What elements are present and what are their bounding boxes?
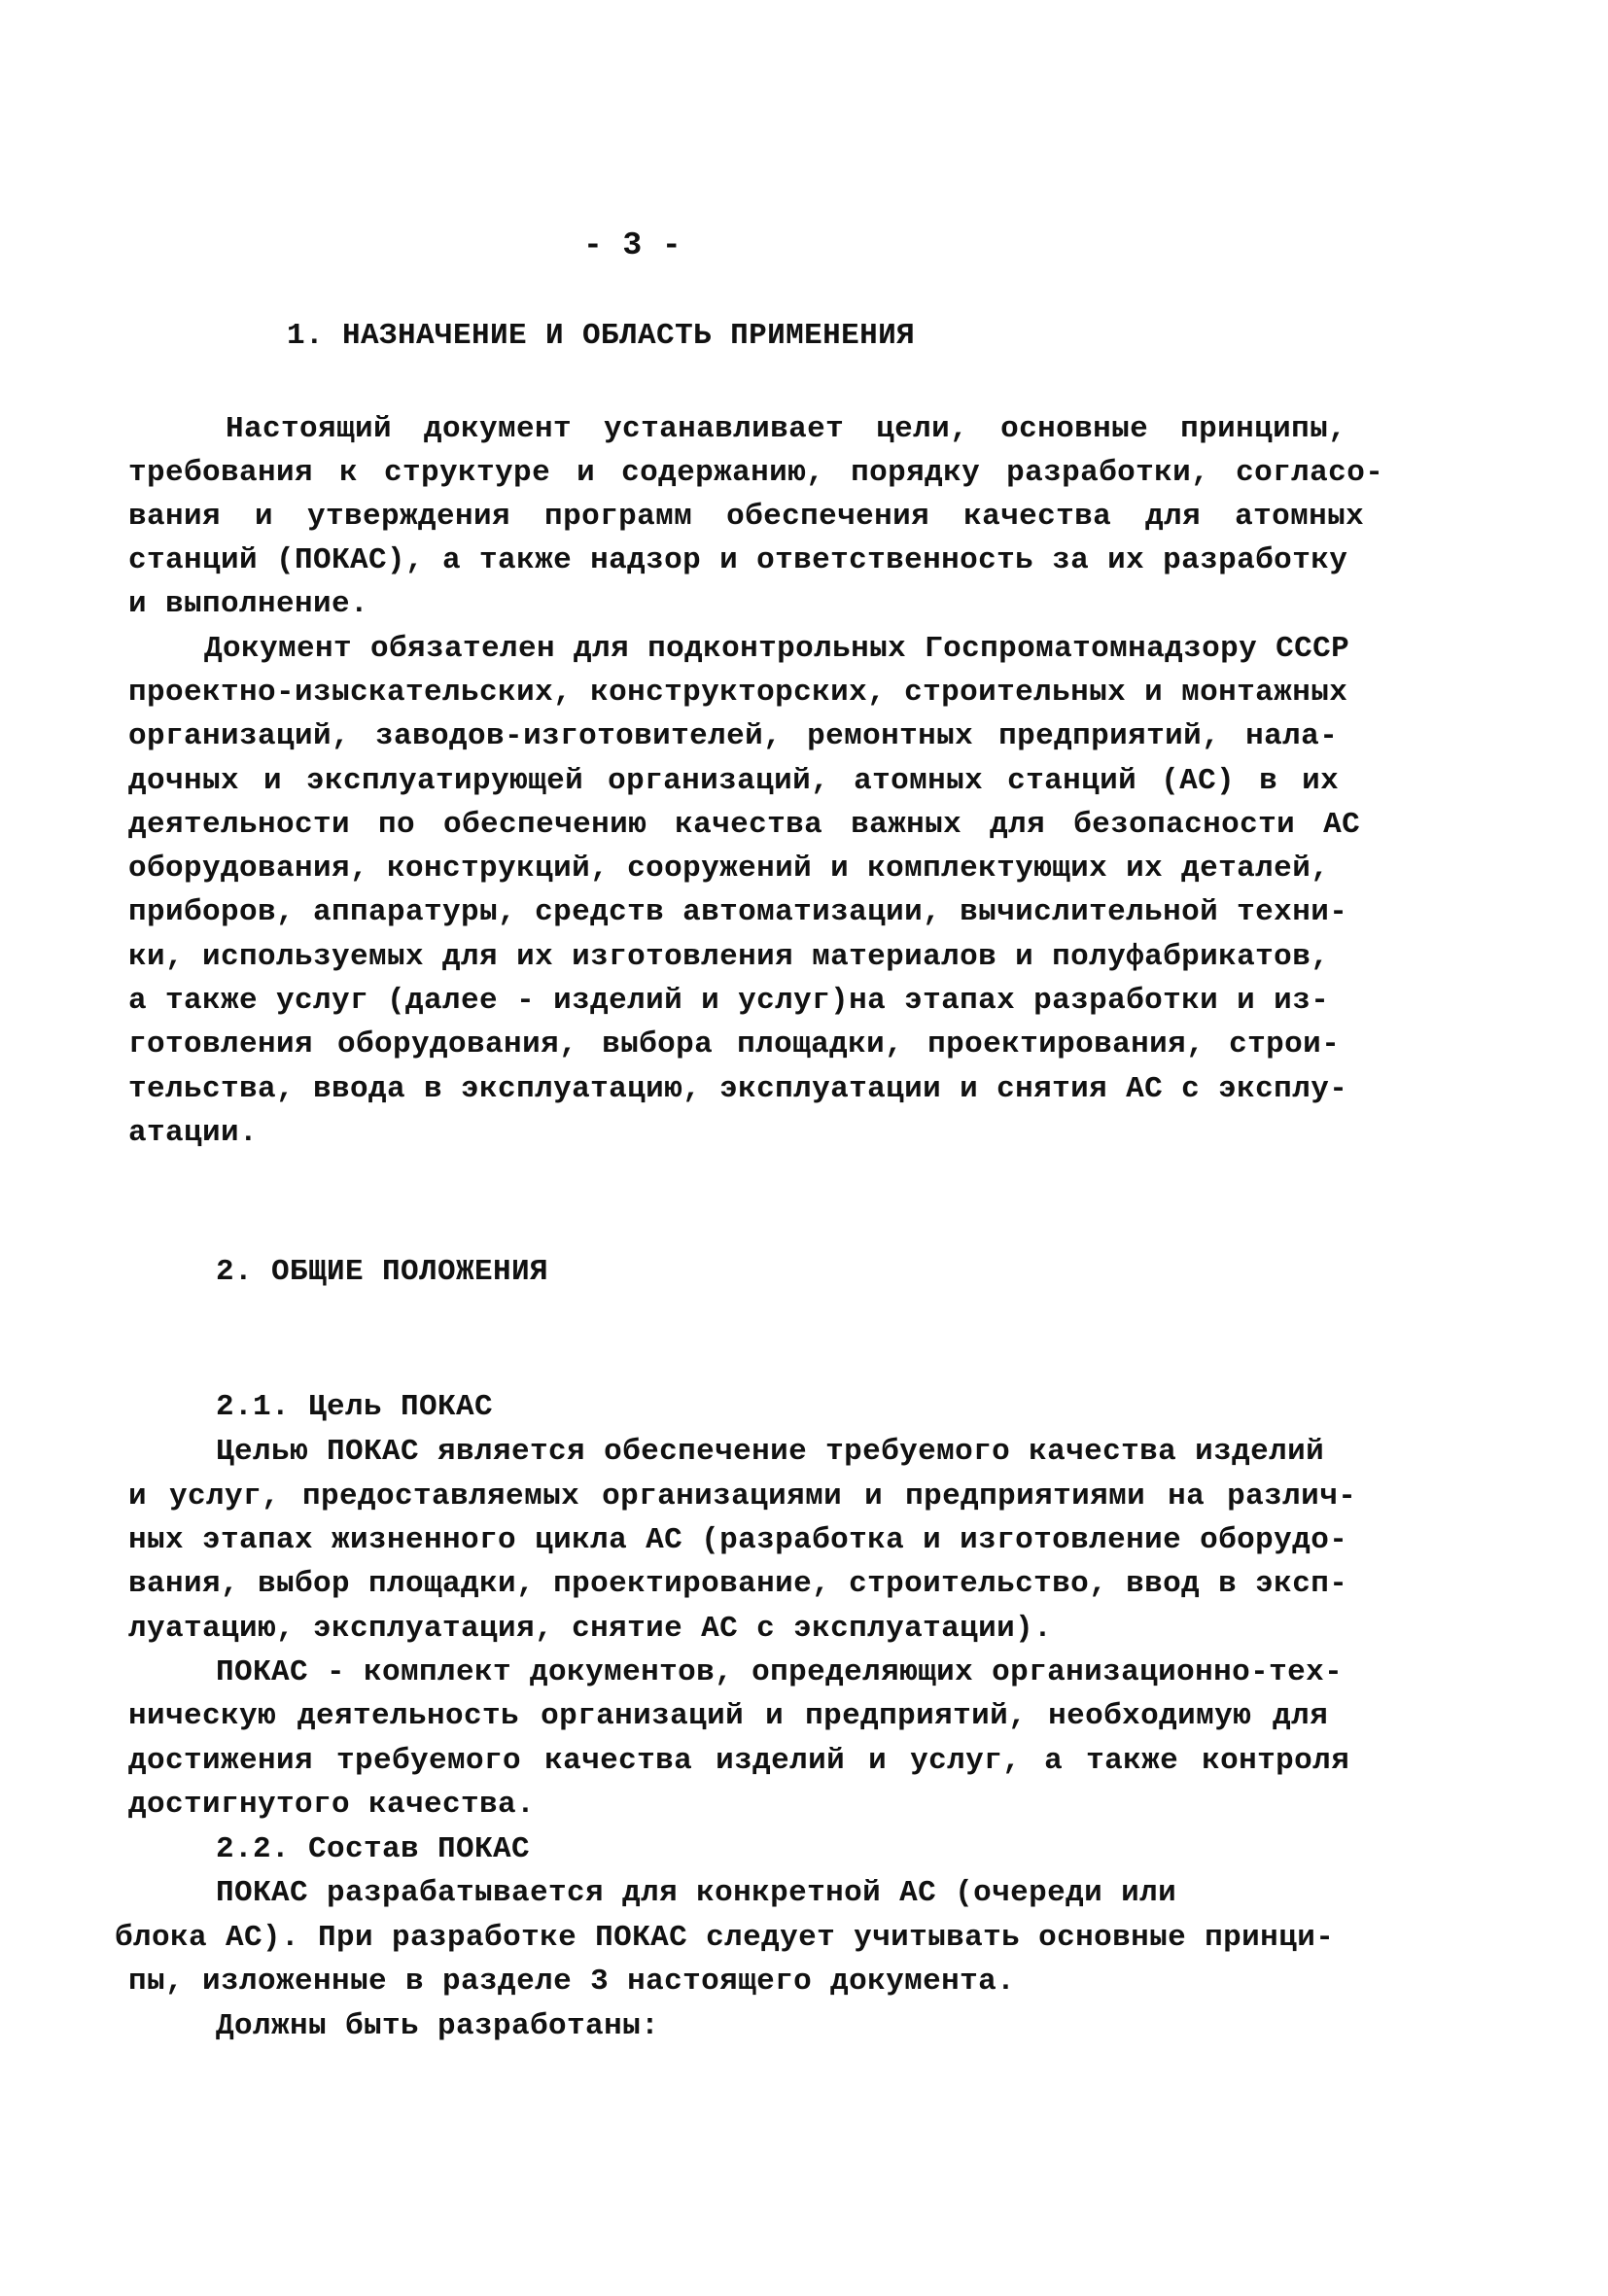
text-line: луатацию, эксплуатация, снятие АС с эксплуатации). — [128, 1612, 1053, 1646]
text-line: требования к структуре и содержанию, порядку разработки, согласо- — [128, 456, 1384, 490]
text-line: вания, выбор площадки, проектирование, строительство, ввод в эксп- — [128, 1567, 1348, 1601]
text-line: ных этапах жизненного цикла АС (разработка и изготовление оборудо- — [128, 1523, 1348, 1557]
text-line: организаций, заводов-изготовителей, ремонтных предприятий, нала- — [128, 719, 1339, 753]
text-line: и услуг, предоставляемых организациями и предприятиями на различ- — [128, 1479, 1357, 1513]
text-line: ническую деятельность организаций и предприятий, необходимую для — [128, 1699, 1329, 1733]
text-line: проектно-изыскательских, конструкторских, строительных и монтажных — [128, 676, 1348, 710]
text-line: Должны быть разработаны: — [216, 2009, 660, 2043]
text-line: приборов, аппаратуры, средств автоматизации, вычислительной техни- — [128, 895, 1348, 929]
section-2-heading: 2. ОБЩИЕ ПОЛОЖЕНИЯ — [216, 1255, 549, 1289]
text-line: ки, используемых для их изготовления материалов и полуфабрикатов, — [128, 940, 1330, 974]
text-line: тельства, ввода в эксплуатацию, эксплуатации и снятия АС с эксплу- — [128, 1072, 1348, 1106]
section-1-heading: 1. НАЗНАЧЕНИЕ И ОБЛАСТЬ ПРИМЕНЕНИЯ — [287, 319, 916, 353]
subsection-heading: 2.2. Состав ПОКАС — [216, 1832, 531, 1866]
text-line: а также услуг (далее - изделий и услуг)на этапах разработки и из- — [128, 984, 1330, 1018]
text-line: станций (ПОКАС), а также надзор и ответственность за их разработку — [128, 543, 1348, 577]
text-line: ПОКАС разрабатывается для конкретной АС (очереди или — [216, 1876, 1177, 1910]
text-line: и выполнение. — [128, 587, 369, 621]
text-line: Настоящий документ устанавливает цели, основные принципы, — [226, 412, 1347, 446]
subsection-heading: 2.1. Цель ПОКАС — [216, 1390, 494, 1424]
text-line: дочных и эксплуатирующей организаций, атомных станций (АС) в их — [128, 764, 1340, 798]
text-line: готовления оборудования, выбора площадки, проектирования, строи- — [128, 1027, 1341, 1061]
text-line: вания и утверждения программ обеспечения качества для атомных — [128, 500, 1365, 534]
page-number: - 3 - — [583, 227, 682, 263]
text-line: Целью ПОКАС является обеспечение требуемого качества изделий — [216, 1435, 1325, 1469]
text-line: атации. — [128, 1116, 259, 1150]
text-line: ПОКАС - комплект документов, определяющих организационно-тех- — [216, 1655, 1344, 1689]
text-line: блока АС). При разработке ПОКАС следует учитывать основные принци- — [115, 1921, 1335, 1955]
text-line: оборудования, конструкций, сооружений и комплектующих их деталей, — [128, 852, 1330, 886]
text-line: Документ обязателен для подконтрольных Госпроматомнадзору СССР — [204, 632, 1350, 666]
text-line: достижения требуемого качества изделий и услуг, а также контроля — [128, 1744, 1350, 1778]
text-line: достигнутого качества. — [128, 1788, 536, 1822]
text-line: пы, изложенные в разделе 3 настоящего документа. — [128, 1965, 1016, 1999]
text-line: деятельности по обеспечению качества важных для безопасности АС — [128, 808, 1361, 842]
